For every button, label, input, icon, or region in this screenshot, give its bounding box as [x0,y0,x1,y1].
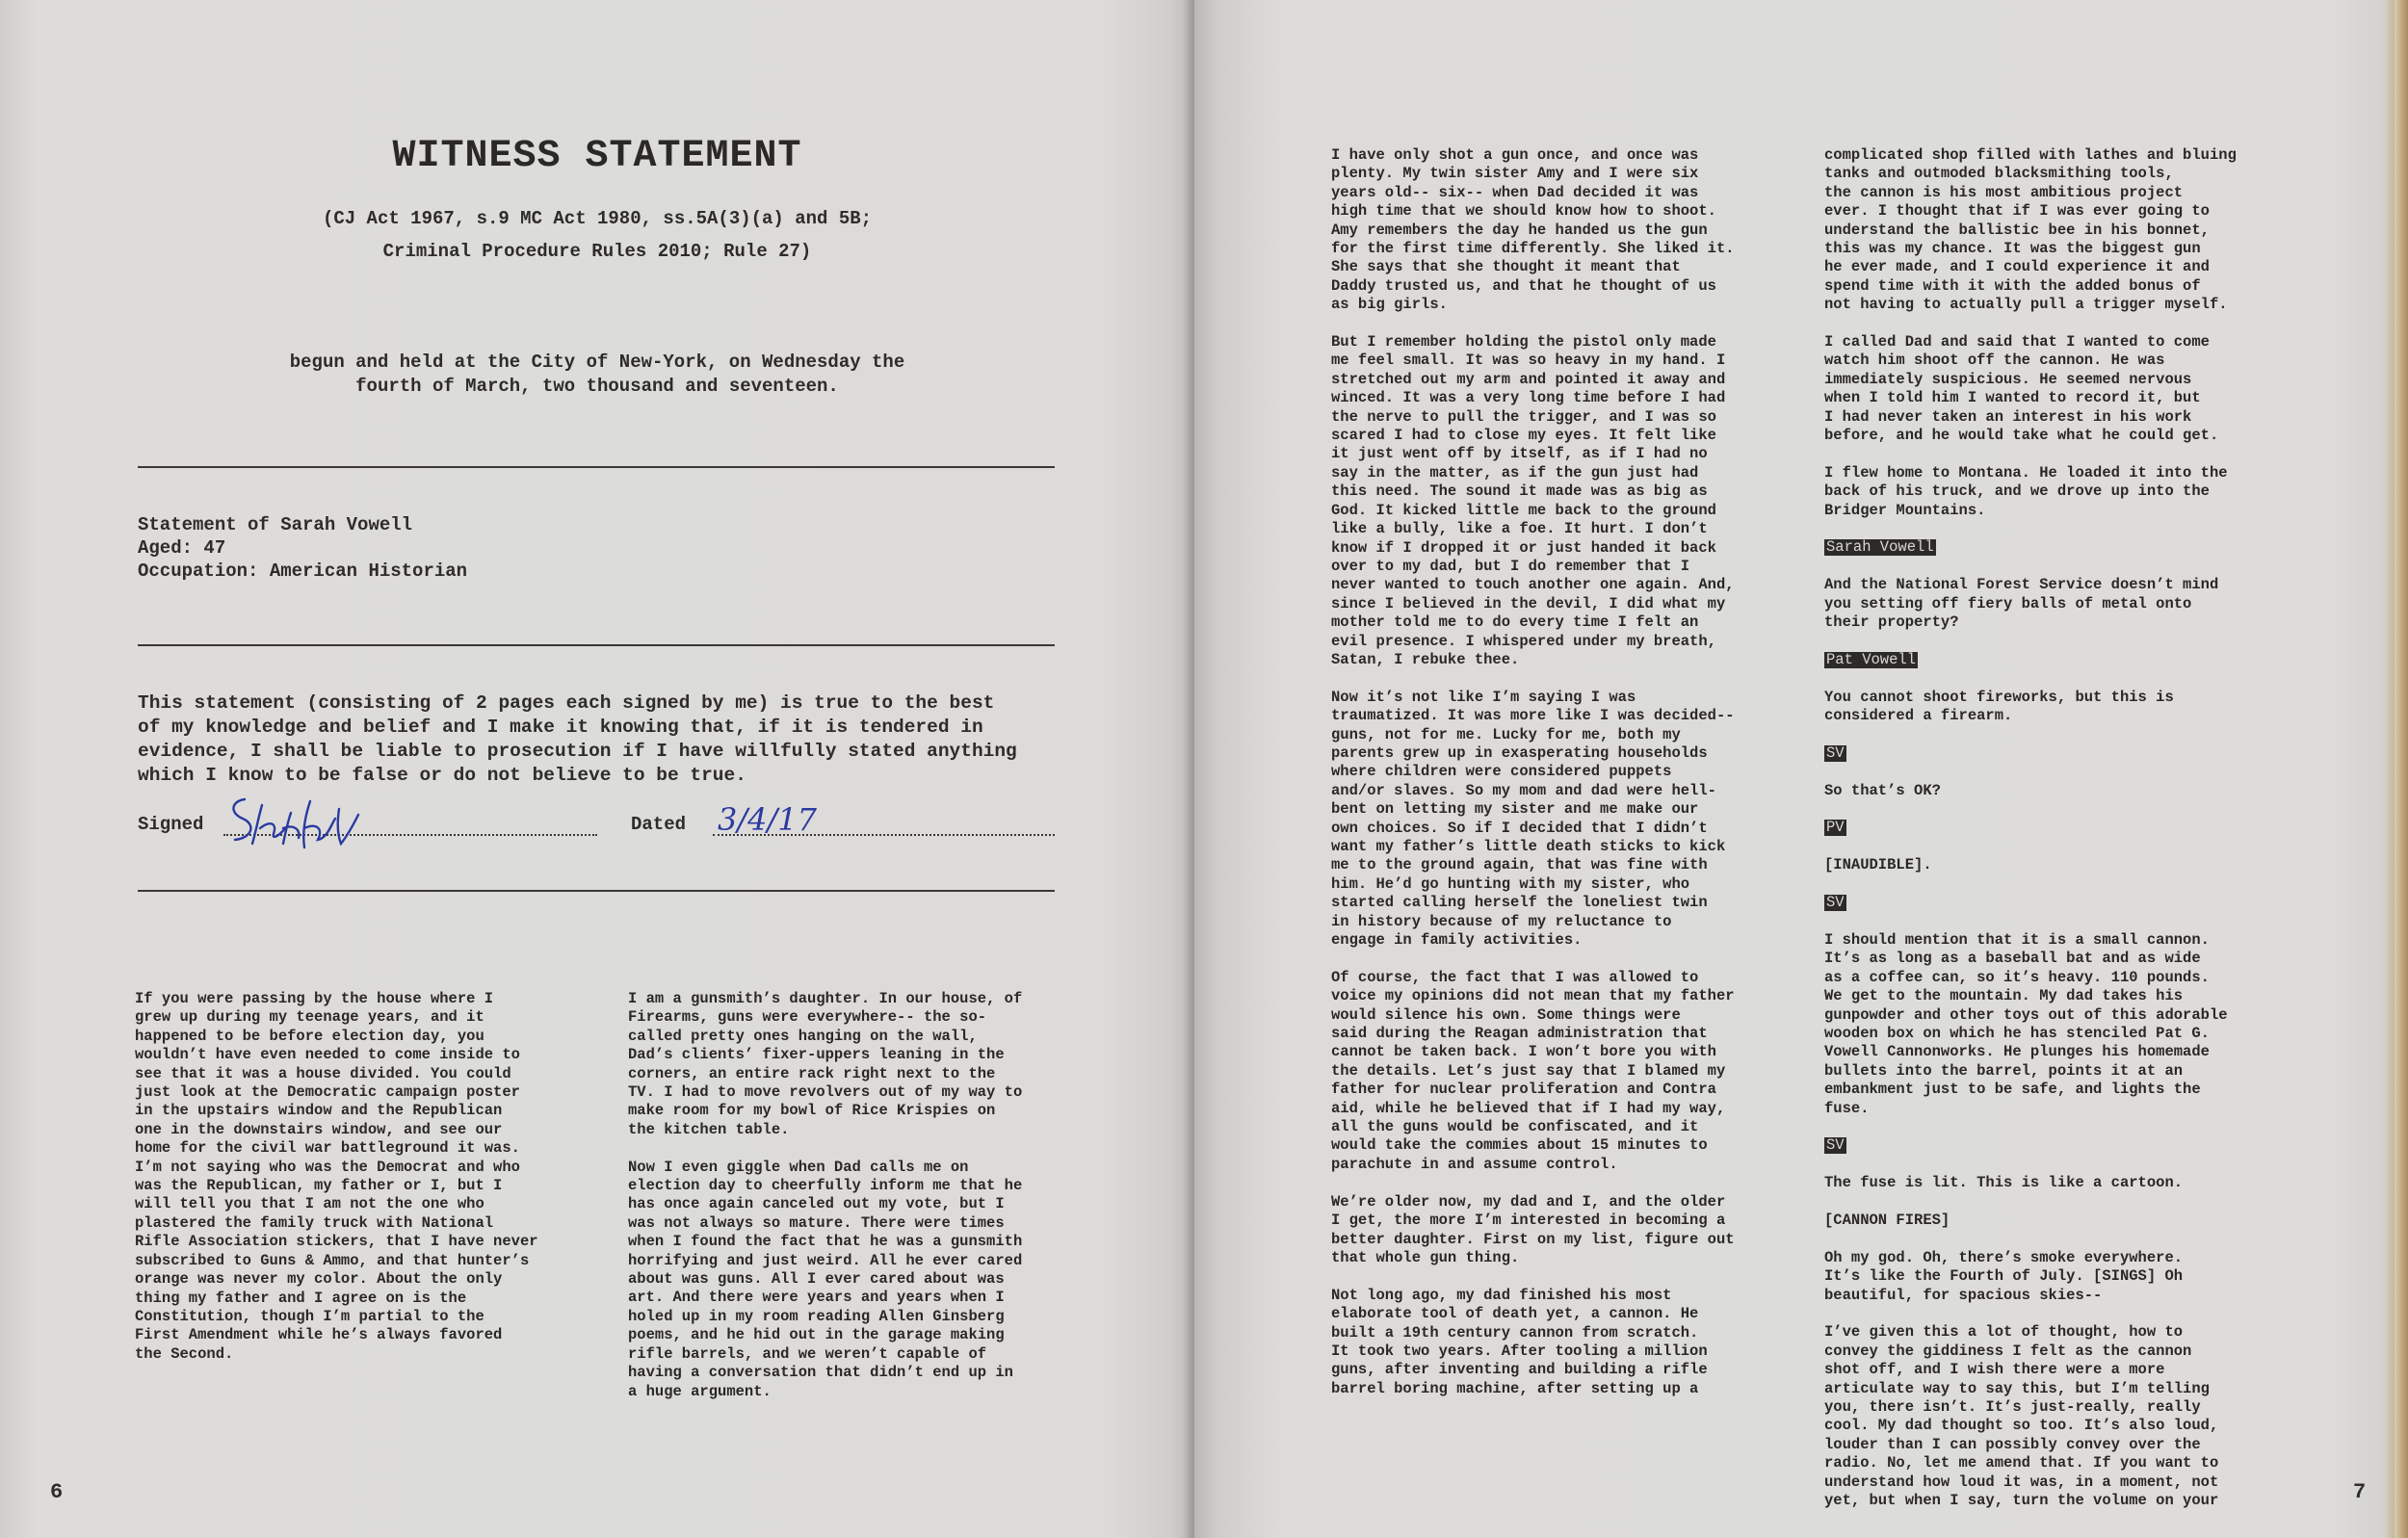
dialogue-block [1824,894,2277,1118]
divider-rule [138,466,1055,468]
paragraph: I’ve given this a lot of thought, how to convey the giddiness I felt as the cannon shot off, and I wish there were a more articulate way to say this, but I’m telling you, there isn’t. It’s just-really, really cool. My dad thought so too. It’s also loud, louder than I can possibly convey over the radio. No, let me amend that. If you want to understand how loud it was, in a moment, not yet, but when I say, turn the volume on your [1824,1323,2219,1509]
paragraph: Not long ago, my dad finished his most elaborate tool of death yet, a cannon. He built a 19th century cannon from scratch. It took two years. After tooling a million guns, after inventing and building a rifle barrel boring machine, after setting up a [1331,1286,1708,1397]
speaker-tag: SV [1826,894,1845,912]
declaration [138,691,1062,788]
dialogue-block [1824,651,2277,726]
speaker-line [1824,1136,2277,1155]
paragraph: I have only shot a gun once, and once was plenty. My twin sister Amy and I were six years old-- six-- when Dad decided it was high time that we should know how to shoot. Amy remembers the day he handed us the gun for the first time differently. She liked it. She says that she thought it meant that Daddy trusted us, and that he thought of us as big girls. [1331,146,1735,314]
dialogue-text: The fuse is lit. This is like a cartoon. [1824,1174,2184,1192]
speaker-line [1824,894,2277,912]
right-page [1194,0,2408,1538]
paragraph: complicated shop filled with lathes and bluing tanks and outmoded blacksmithing tools, the cannon is his most ambitious project ever. I thought that if I was ever going to understand the ballistic bee in his bonnet, this was my chance. It was the biggest gun he ever made, and I could experience it and spend time with it with the added bonus of not having to actually pull a trigger myself. [1824,146,2237,314]
paragraph: If you were passing by the house where I grew up during my teenage years, and it happened to be before election day, you wouldn’t have even needed to come inside to see that it was a house divided. You could just look at the Democratic campaign poster in the upstairs window and the Republican one in the downstairs window, and see our home for the civil war battleground it was. I’m not saying who was the Democrat and who was the Republican, my father or I, but I will tell you that I am not the one who plastered the family truck with National Rifle Association stickers, that I have never subscribed to Guns & Ammo, and that hunter’s orange was never my color. About the only thing my father and I agree on is the Constitution, though I’m partial to the First Amendment while he’s always favored the Second. [135,990,538,1363]
aged: Aged: 47 [138,537,226,559]
begun-line-2: fourth of March, two thousand and seventeen. [355,376,839,397]
speaker-tag: SV [1826,1136,1845,1155]
paragraph: I am a gunsmith’s daughter. In our house, of Firearms, guns were everywhere-- the so- called pretty ones hanging on the wall, Dad’s clients’ fixer-uppers leaning in the corners, an entire rack right next to the TV. I had to move revolvers out of my way to make room for my bowl of Rice Krispies on the kitchen table. [628,990,1023,1138]
signed-label: Signed [138,814,204,835]
legal-reference-line-1: (CJ Act 1967, s.9 MC Act 1980, ss.5A(3)(a) and 5B; [322,208,873,229]
right-column-1 [1331,146,1784,1418]
paragraph: Oh my god. Oh, there’s smoke everywhere. It’s like the Fourth of July. [SINGS] Oh beautiful, for spacious skies-- [1824,1248,2184,1304]
page-edge [2395,0,2408,1538]
declaration-line: which I know to be false or do not believe to be true. [138,765,746,786]
handwritten-signature [223,780,387,857]
dialogue-text: So that’s OK? [1824,781,1941,799]
left-column-2 [628,990,1081,1420]
paragraph: Of course, the fact that I was allowed to voice my opinions did not mean that my father would silence his own. Some things were said during the Reagan administration that cannot be taken back. I won’t bore you with the details. Let’s just say that I blamed my father for nuclear proliferation and Contra aid, while he believed that if I had my way, all the guns would be confiscated, and it would take the commies about 15 minutes to parachute in and assume control. [1331,968,1735,1173]
dialogue-block [1824,744,2277,800]
page-title: WITNESS STATEMENT [392,135,802,178]
paragraph: We’re older now, my dad and I, and the older I get, the more I’m interested in becoming a better daughter. First on my list, figure out that whole gun thing. [1331,1192,1735,1266]
page-number: 7 [2353,1480,2367,1504]
speaker-line [1824,538,2277,557]
statement-details [138,513,467,583]
right-column-2 [1824,146,2277,1529]
speaker-tag: PV [1826,819,1845,837]
occupation: Occupation: American Historian [138,560,468,582]
statement-of: Statement of Sarah Vowell [138,514,413,535]
left-column-1 [135,990,588,1383]
speaker-tag: SV [1826,743,1845,762]
dialogue-text: You cannot shoot fireworks, but this is considered a firearm. [1824,688,2174,725]
speaker-tag: Sarah Vowell [1826,538,1934,557]
speaker-line [1824,744,2277,763]
paragraph: Now it’s not like I’m saying I was traumatized. It was more like I was decided-- guns, not for me. Lucky for me, both my parents grew up in exasperating households where children were considered puppets and/or slaves. So my mom and dad were hell- bent on letting my sister and me make our own choices. So if I decided that I didn’t want my father’s little death sticks to kick me to the ground again, that was fine with him. He’d go hunting with my sister, who started calling herself the loneliest twin in history because of my reluctance to engage in family activities. [1331,688,1735,950]
declaration-line: of my knowledge and belief and I make it knowing that, if it is tendered in [138,717,983,738]
declaration-line: evidence, I shall be liable to prosecution if I have willfully stated anything [138,741,1017,762]
divider-rule [138,644,1055,646]
speaker-tag: Pat Vowell [1826,650,1917,668]
dated-label: Dated [631,814,687,835]
handwritten-date: 3/4/17 [718,801,817,838]
begun-held-text [212,351,982,399]
dialogue-block [1824,1136,2277,1192]
dialogue-text: [INAUDIBLE]. [1824,856,1932,874]
speaker-line [1824,819,2277,837]
paragraph: Now I even giggle when Dad calls me on election day to cheerfully inform me that he has once again canceled out my vote, but I was not always so mature. There were times when I found the fact that he was a gunsmith horrifying and just weird. All he ever cared about was guns. All I ever cared about was art. And there were years and years when I holed up in my room reading Allen Ginsberg poems, and he hid out in the garage making rifle barrels, and we weren’t capable of having a conversation that didn’t end up in a huge argument. [628,1158,1023,1400]
declaration-line: This statement (consisting of 2 pages each signed by me) is true to the best [138,692,995,714]
dialogue-text: I should mention that it is a small cannon. It’s as long as a baseball bat and as wide as a coffee can, so it’s heavy. 110 pounds. We get to the mountain. My dad takes his gunpowder and other toys out of this adorable wooden box on which he has stenciled Pat G. Vowell Cannonworks. He plunges his homemade bullets into the barrel, points it at an embankment just to be safe, and lights the fuse. [1824,930,2228,1117]
page-number: 6 [50,1480,64,1504]
speaker-line [1824,651,2277,669]
paragraph: I called Dad and said that I wanted to come watch him shoot off the cannon. He was immediately suspicious. He seemed nervous when I told him I wanted to record it, but I had never taken an interest in his work before, and he would take what he could get. [1824,333,2219,445]
paragraph: I flew home to Montana. He loaded it into the back of his truck, and we drove up into the Bridger Mountains. [1824,463,2228,519]
paragraph: [CANNON FIRES] [1824,1211,1950,1229]
dialogue-text: And the National Forest Service doesn’t mind you setting off fiery balls of metal onto their property? [1824,576,2219,632]
dialogue-block [1824,819,2277,874]
legal-reference-line-2: Criminal Procedure Rules 2010; Rule 27) [382,241,812,262]
paragraph: But I remember holding the pistol only made me feel small. It was so heavy in my hand. I stretched out my arm and pointed it away and winced. It was a very long time before I had the nerve to pull the trigger, and I was so scared I had to close my eyes. It felt like it just went off by itself, as if I had no say in the matter, as if the gun just had this need. The sound it made was as big as God. It kicked little me back to the ground like a bully, like a foe. It hurt. I don’t know if I dropped it or just handed it back over to my dad, but I do remember that I never wanted to touch another one again. And, since I believed in the devil, I did what my mother told me to do every time I felt an evil presence. I whispered under my breath, Satan, I rebuke thee. [1331,333,1735,668]
begun-line-1: begun and held at the City of New-York, on Wednesday the [289,352,905,373]
dialogue-block [1824,538,2277,632]
divider-rule [138,890,1055,892]
left-page [0,0,1194,1538]
